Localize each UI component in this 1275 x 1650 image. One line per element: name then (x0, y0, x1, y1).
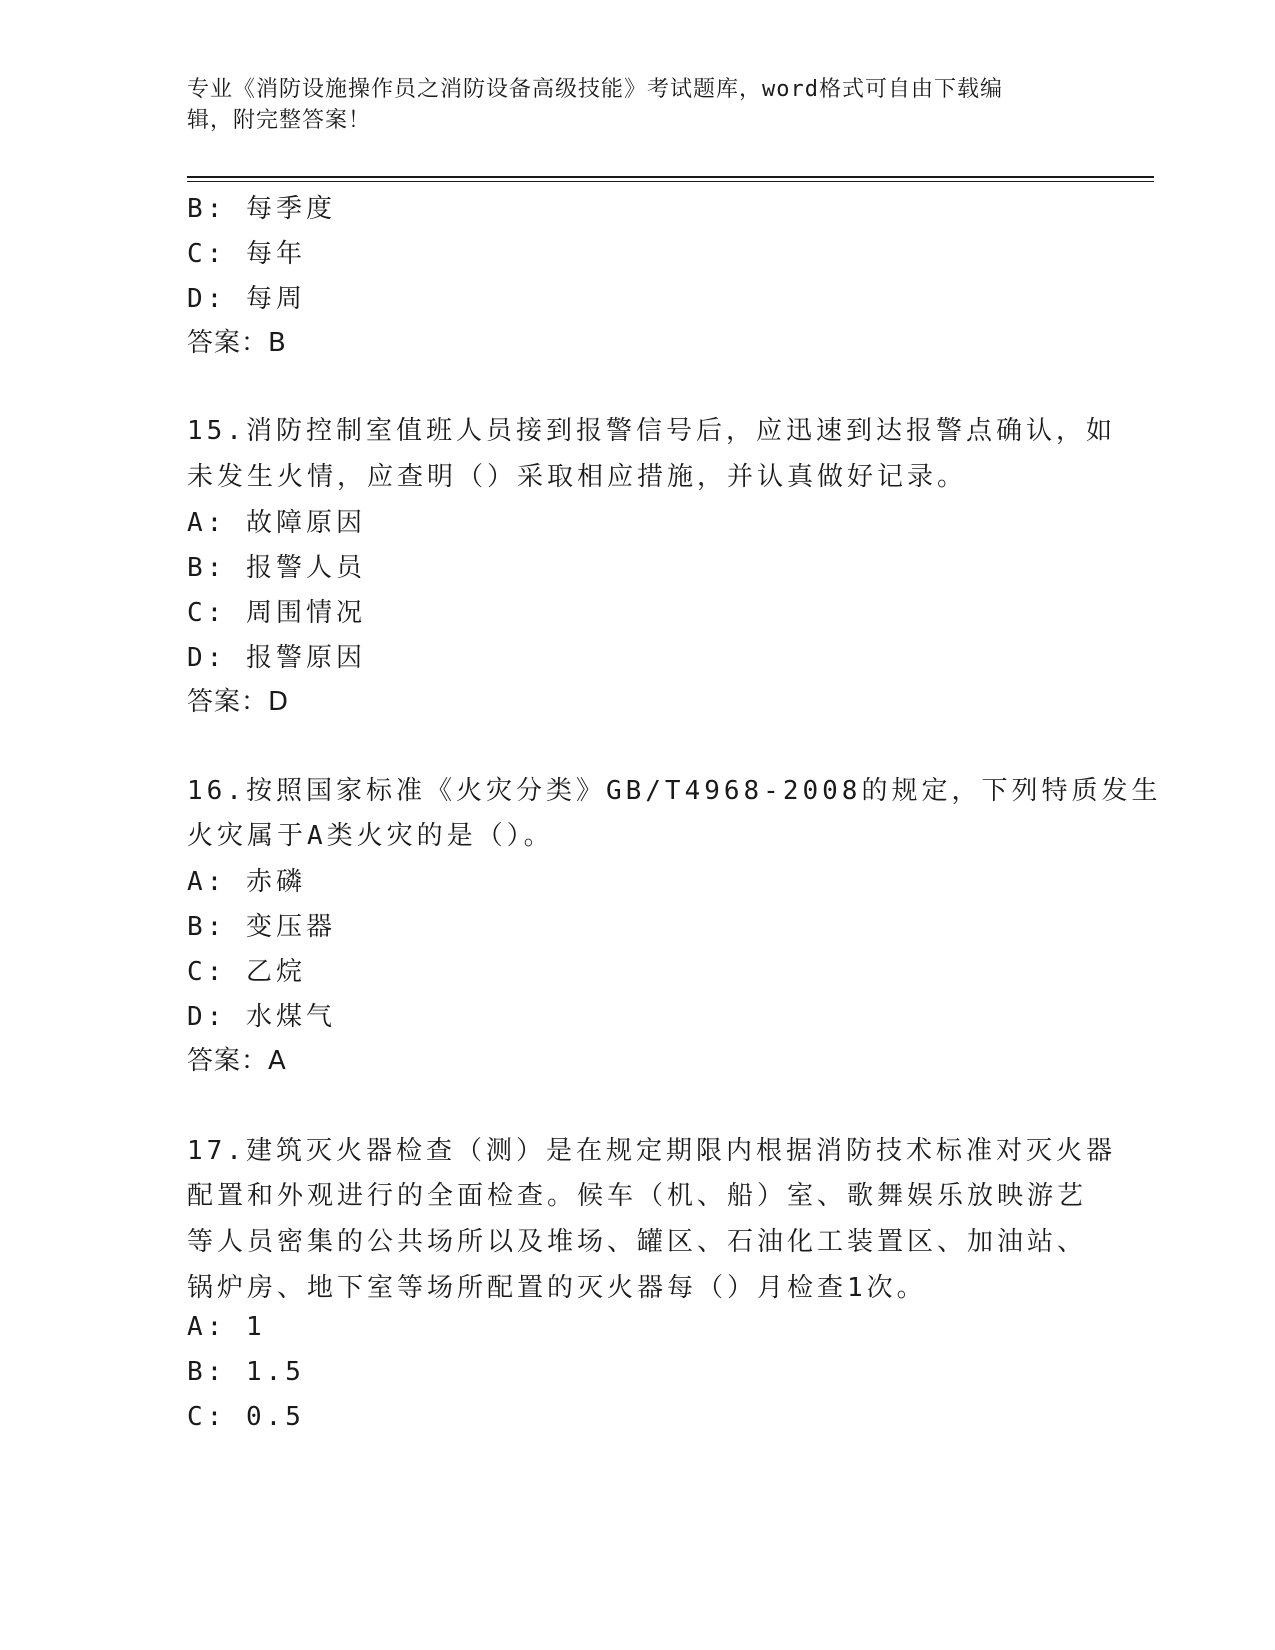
question-16-option-a: A: 赤磷 (187, 867, 306, 897)
option-b: B: 每季度 (187, 194, 336, 224)
header-divider-thick (187, 176, 1154, 178)
question-15-option-a: A: 故障原因 (187, 508, 366, 538)
option-d: D: 每周 (187, 284, 306, 314)
header-divider-thin (187, 181, 1154, 182)
question-17-line-3: 等人员密集的公共场所以及堆场、罐区、石油化工装置区、加油站、 (187, 1227, 1088, 1257)
question-16-line-2: 火灾属于A类火灾的是（）。 (187, 821, 554, 851)
header-line-2: 辑，附完整答案！ (187, 108, 372, 133)
question-15-answer: 答案：D (187, 687, 290, 717)
question-17-option-a: A: 1 (187, 1312, 266, 1342)
question-17-line-1: 17.建筑灭火器检查（测）是在规定期限内根据消防技术标准对灭火器 (187, 1136, 1116, 1166)
header-line-1: 专业《消防设施操作员之消防设备高级技能》考试题库，word格式可自由下载编 (187, 77, 1003, 102)
question-15-option-d: D: 报警原因 (187, 643, 366, 673)
question-15-option-c: C: 周围情况 (187, 598, 366, 628)
question-15-option-b: B: 报警人员 (187, 553, 366, 583)
question-16-answer: 答案：A (187, 1046, 287, 1076)
document-header (187, 74, 1087, 136)
question-17-option-c: C: 0.5 (187, 1402, 305, 1432)
question-17-option-b: B: 1.5 (187, 1357, 305, 1387)
question-17-line-2: 配置和外观进行的全面检查。候车（机、船）室、歌舞娱乐放映游艺 (187, 1181, 1088, 1211)
question-15-line-2: 未发生火情，应查明（）采取相应措施，并认真做好记录。 (187, 462, 968, 492)
option-c: C: 每年 (187, 239, 306, 269)
question-15-line-1: 15.消防控制室值班人员接到报警信号后，应迅速到达报警点确认，如 (187, 416, 1116, 446)
question-16-option-d: D: 水煤气 (187, 1002, 336, 1032)
question-16-option-c: C: 乙烷 (187, 957, 306, 987)
question-17-line-4: 锅炉房、地下室等场所配置的灭火器每（）月检查1次。 (187, 1273, 927, 1303)
question-16-line-1: 16.按照国家标准《火灾分类》GB/T4968-2008的规定，下列特质发生 (187, 776, 1162, 806)
question-16-option-b: B: 变压器 (187, 912, 336, 942)
answer-line: 答案：B (187, 328, 287, 358)
